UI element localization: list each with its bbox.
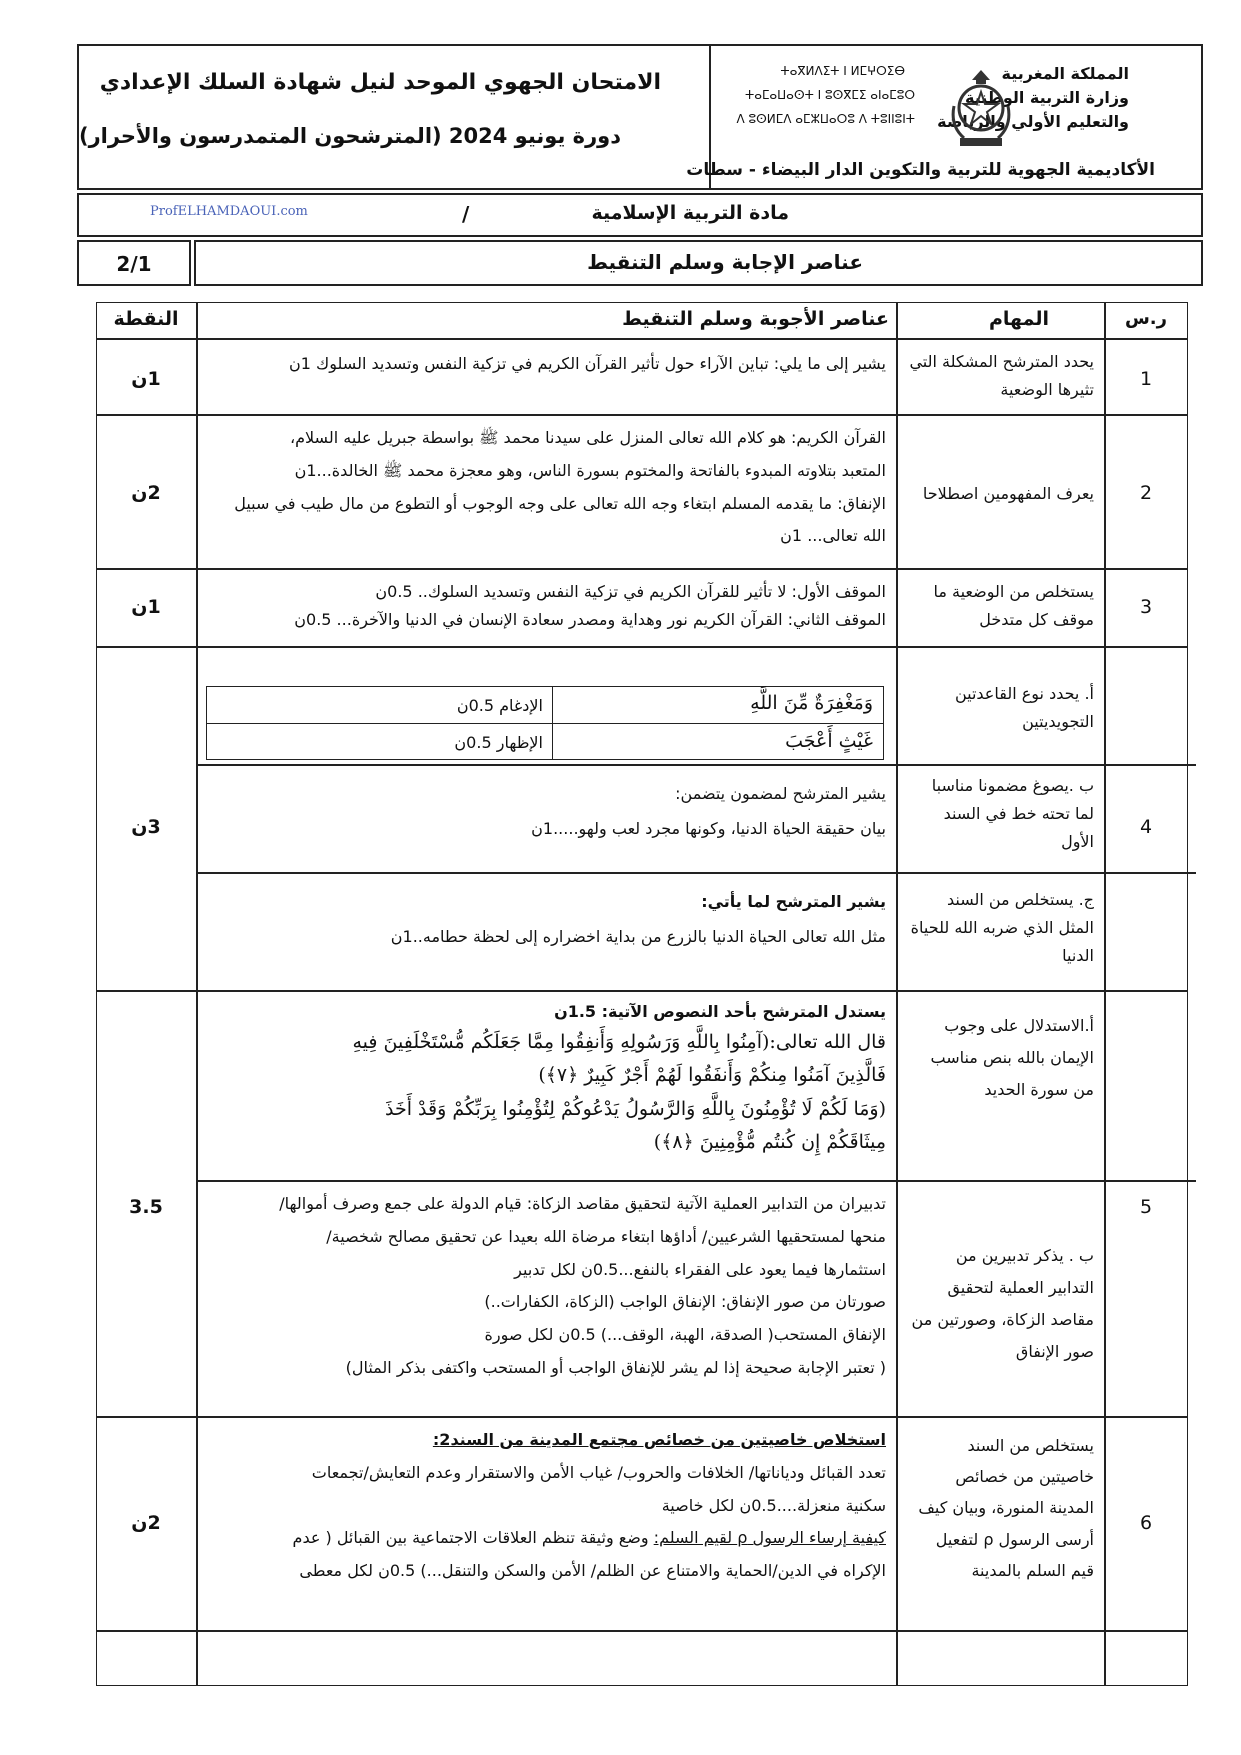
row5b-answer-line-5: الإنفاق المستحب( الصدقة، الهبة، الوقف...) 0.5ن لكل صورة [484, 1325, 886, 1345]
row6-answer-line-2: تعدد القبائل ودياناتها/ الخلافات والحروب/ غياب الأمن والاستقرار وعدم التعايش/تجمعات [311, 1462, 886, 1482]
row1-answer-text: يشير إلى ما يلي: تباين الآراء حول تأثير القرآن الكريم في تزكية النفس وتسديد السلوك 1ن [289, 354, 886, 373]
row3-answer-line-1: الموقف الأول: لا تأثير للقرآن الكريم في تزكية النفس وتسديد السلوك.. 0.5ن [375, 582, 886, 601]
row5b-answer-line-6: ( تعتبر الإجابة صحيحة إذا لم يشر للإنفاق الواجب أو المستحب واكتفى بذكر المثال) [345, 1357, 886, 1377]
row-sep-1 [96, 414, 1188, 416]
page-number: 2/1 [116, 252, 152, 276]
row2-answer [206, 422, 886, 566]
ministry-label-1: وزارة التربية الوطنية [964, 88, 1129, 107]
row-sep-2 [96, 568, 1188, 570]
row6-answer-line-4-text: وضع وثيقة تنظم العلاقات الاجتماعية بين القبائل ( عدم [292, 1528, 654, 1548]
tajweed-rule-2: الإظهار 0.5ن [454, 733, 543, 752]
row5b-answer-line-4: صورتان من صور الإنفاق: الإنفاق الواجب (الزكاة، الكفارات..) [484, 1292, 886, 1312]
row6-points: 2ن [131, 1512, 161, 1534]
row4b-answer [206, 776, 886, 870]
header-tasks: المهام [989, 308, 1049, 330]
row5-sub-sep [196, 1180, 1196, 1182]
header-num: ر.س [1124, 308, 1168, 329]
row6-answer-line-4-label: كيفية إرساء الرسول ρ لقيم السلم: [653, 1528, 886, 1548]
row2-points: 2ن [131, 482, 161, 504]
row4a-task-text: أ. يحدد نوع القاعدتين التجويديتين [954, 684, 1094, 731]
row4b-answer-line-2: بيان حقيقة الحياة الدنيا، وكونها مجرد لعب ولهو.....1ن [531, 819, 886, 839]
tajweed-rule-1: الإدغام 0.5ن [456, 696, 543, 715]
row5a-answer-line-5: مِيثَاقَكُمْ إِن كُنتُم مُّؤْمِنِينَ ﴿٨﴾) [653, 1130, 886, 1153]
row1-task [908, 348, 1094, 412]
row3-num: 3 [1139, 596, 1153, 618]
col-sep-points [196, 302, 198, 1686]
row-sep-6 [96, 1630, 1188, 1632]
row6-task-text: يستخلص من السند خاصيتين من خصائص المدينة المنورة، وبيان كيف أرسى الرسول ρ لتفعيل قيم السلم بالمدينة [918, 1436, 1094, 1580]
row2-answer-line-3: الإنفاق: ما يقدمه المسلم ابتغاء وجه الله تعالى على وجه الوجوب أو التطوع من مال طيب في سبيل [234, 493, 886, 513]
row4-sub-sep-1 [196, 764, 1196, 766]
row4-num: 4 [1139, 816, 1153, 838]
row6-answer-line-5: الإكراه في الدين/الحماية والامتناع عن الظلم/ الأمن والسكن والتنقل...) 0.5ن لكل معطى [299, 1561, 886, 1581]
row4c-task-text: ج. يستخلص من السند المثل الذي ضربه الله للحياة الدنيا [910, 890, 1094, 965]
row-sep-3 [96, 646, 1188, 648]
row5b-answer [206, 1188, 886, 1414]
row4b-task [908, 772, 1094, 870]
row3-answer [206, 578, 886, 644]
row5b-answer-line-3: استثمارها فيما يعود على الفقراء بالنفع...0.5ن لكل تدبير [514, 1259, 886, 1279]
watermark-text: ProfELHAMDAOUI.com [150, 204, 308, 219]
row4c-answer-line-1: يشير المترشح لما يأتي: [701, 892, 886, 911]
row5a-answer [206, 998, 886, 1178]
row5a-task [908, 1010, 1094, 1130]
row4-sub-sep-2 [196, 872, 1196, 874]
row5b-answer-line-1: تدبيران من التدابير العملية الآتية لتحقيق مقاصد الزكاة: قيام الدولة على جمع وصرف أموالها/ [279, 1194, 886, 1213]
row1-task-text: يحدد المترشح المشكلة التي تثيرها الوضعية [909, 352, 1094, 399]
row5a-task-text: أ.الاستدلال على وجوب الإيمان بالله بنص مناسب من سورة الحديد [930, 1016, 1094, 1099]
row1-points: 1ن [131, 368, 161, 390]
tajweed-row-sep [206, 723, 884, 724]
row-sep-5 [96, 1416, 1188, 1418]
subject-slash: / [462, 202, 470, 226]
row2-answer-line-1: القرآن الكريم: هو كلام الله تعالى المنزل على سيدنا محمد ﷺ بواسطة جبريل عليه السلام، [289, 428, 886, 447]
row6-task [908, 1430, 1094, 1626]
row2-answer-line-2: المتعبد بتلاوته المبدوء بالفاتحة والمختوم بسورة الناس، وهو معجزة محمد ﷺ الخالدة...1ن [294, 460, 886, 480]
row5a-answer-line-3: فَالَّذِينَ آمَنُوا مِنكُمْ وَأَنفَقُوا لَهُمْ أَجْرٌ كَبِيرٌ ﴿٧﴾) [538, 1064, 886, 1087]
row5a-answer-line-4: (وَمَا لَكُمْ لَا تُؤْمِنُونَ بِاللَّهِ وَالرَّسُولُ يَدْعُوكُمْ لِتُؤْمِنُوا بِرَبِّكُمْ وَقَدْ أَخَذَ [385, 1097, 886, 1120]
col-sep-num [1104, 302, 1106, 1686]
row4c-answer-line-2: مثل الله تعالى الحياة الدنيا بالزرع من بداية اخضراره إلى لحظة حطامه..1ن [390, 927, 886, 947]
row2-task-text: يعرف المفهومين اصطلاحا [922, 484, 1094, 503]
row3-task [908, 578, 1094, 644]
row6-answer-line-4 [206, 1522, 886, 1555]
ministry-label-2: والتعليم الأولي والرياضة [937, 112, 1129, 131]
row4a-task [908, 680, 1094, 760]
row4-points: 3ن [131, 816, 161, 838]
header-answers: عناصر الأجوبة وسلم التنقيط [622, 308, 889, 330]
row1-answer [206, 350, 886, 410]
row2-answer-line-4: الله تعالى... 1ن [780, 526, 886, 546]
row6-num: 6 [1139, 1512, 1153, 1534]
row3-answer-line-2: الموقف الثاني: القرآن الكريم نور وهداية ومصدر سعادة الإنسان في الدنيا والآخرة... 0.5ن [294, 610, 886, 629]
row6-answer-line-3: سكنية منعزلة....0.5ن لكل خاصية [661, 1495, 886, 1515]
row5a-answer-line-2: قال الله تعالى:(آمِنُوا بِاللَّهِ وَرَسُولِهِ وَأَنفِقُوا مِمَّا جَعَلَكُم مُّسْتَخْلَفِينَ فِيهِ [352, 1031, 886, 1053]
royal-seal-icon [946, 66, 1016, 150]
kingdom-label: المملكة المغربية [1001, 64, 1129, 83]
tajweed-text-1: وَمَغْفِرَةٌ مِّنَ اللَّهِ [750, 692, 873, 714]
row6-answer-line-1: استخلاص خاصيتين من خصائص مجتمع المدينة من السند2: [432, 1430, 886, 1449]
row2-num: 2 [1139, 482, 1153, 504]
row6-answer [206, 1424, 886, 1628]
doc-title: عناصر الإجابة وسلم التنقيط [587, 250, 863, 274]
row4c-task [908, 886, 1094, 988]
row3-task-text: يستخلص من الوضعية ما موقف كل متدخل [933, 582, 1094, 629]
row5-points: 3.5 [129, 1196, 163, 1218]
row-sep-4 [96, 990, 1188, 992]
row5b-task-text: ب . يذكر تدبيرين من التدابير العملية لتحقيق مقاصد الزكاة، وصورتين من صور الإنفاق [911, 1246, 1094, 1361]
tajweed-text-2: غَيْثٍ أَعْجَبَ [785, 730, 873, 752]
tifinagh-line-1: ⵜⴰⴳⵍⴷⵉⵜ ⵏ ⵍⵎⵖⵔⵉⴱ [780, 64, 905, 78]
tifinagh-line-3: ⴷ ⵓⵙⵍⵎⴷ ⴰⵎⵣⵡⴰⵔⵓ ⴷ ⵜⵓⵏⵏⵓⵏⵜ [736, 112, 915, 126]
row5b-task [908, 1240, 1094, 1390]
row4c-answer [206, 884, 886, 984]
academy-name: الأكاديمية الجهوية للتربية والتكوين الدار البيضاء - سطات [686, 160, 1155, 180]
row3-points: 1ن [131, 596, 161, 618]
header-points: النقطة [113, 308, 179, 330]
tifinagh-line-2: ⵜⴰⵎⴰⵡⴰⵙⵜ ⵏ ⵓⵙⴳⵎⵉ ⴰⵏⴰⵎⵓⵔ [744, 88, 915, 102]
col-sep-tasks [896, 302, 898, 1686]
row2-task [908, 480, 1094, 520]
row5-num: 5 [1139, 1196, 1153, 1218]
exam-session: دورة يونيو 2024 (المترشحون المتمدرسون والأحرار) [78, 124, 621, 148]
exam-title: الامتحان الجهوي الموحد لنيل شهادة السلك الإعدادي [99, 70, 661, 95]
row5a-answer-line-1: يستدل المترشح بأحد النصوص الآتية: 1.5ن [554, 1002, 886, 1021]
row-sep-header [96, 338, 1188, 340]
row5b-answer-line-2: منحها لمستحقيها الشرعيين/ أداؤها ابتغاء مرضاة الله بعيدا عن تحقيق مصالح شخصية/ [326, 1226, 886, 1246]
row4b-answer-line-1: يشير المترشح لمضمون يتضمن: [675, 784, 886, 803]
row4b-task-text: ب .يصوغ مضمونا مناسبا لما تحته خط في السند الأول [931, 776, 1094, 851]
row1-num: 1 [1139, 368, 1153, 390]
subject-title: مادة التربية الإسلامية [591, 202, 789, 224]
